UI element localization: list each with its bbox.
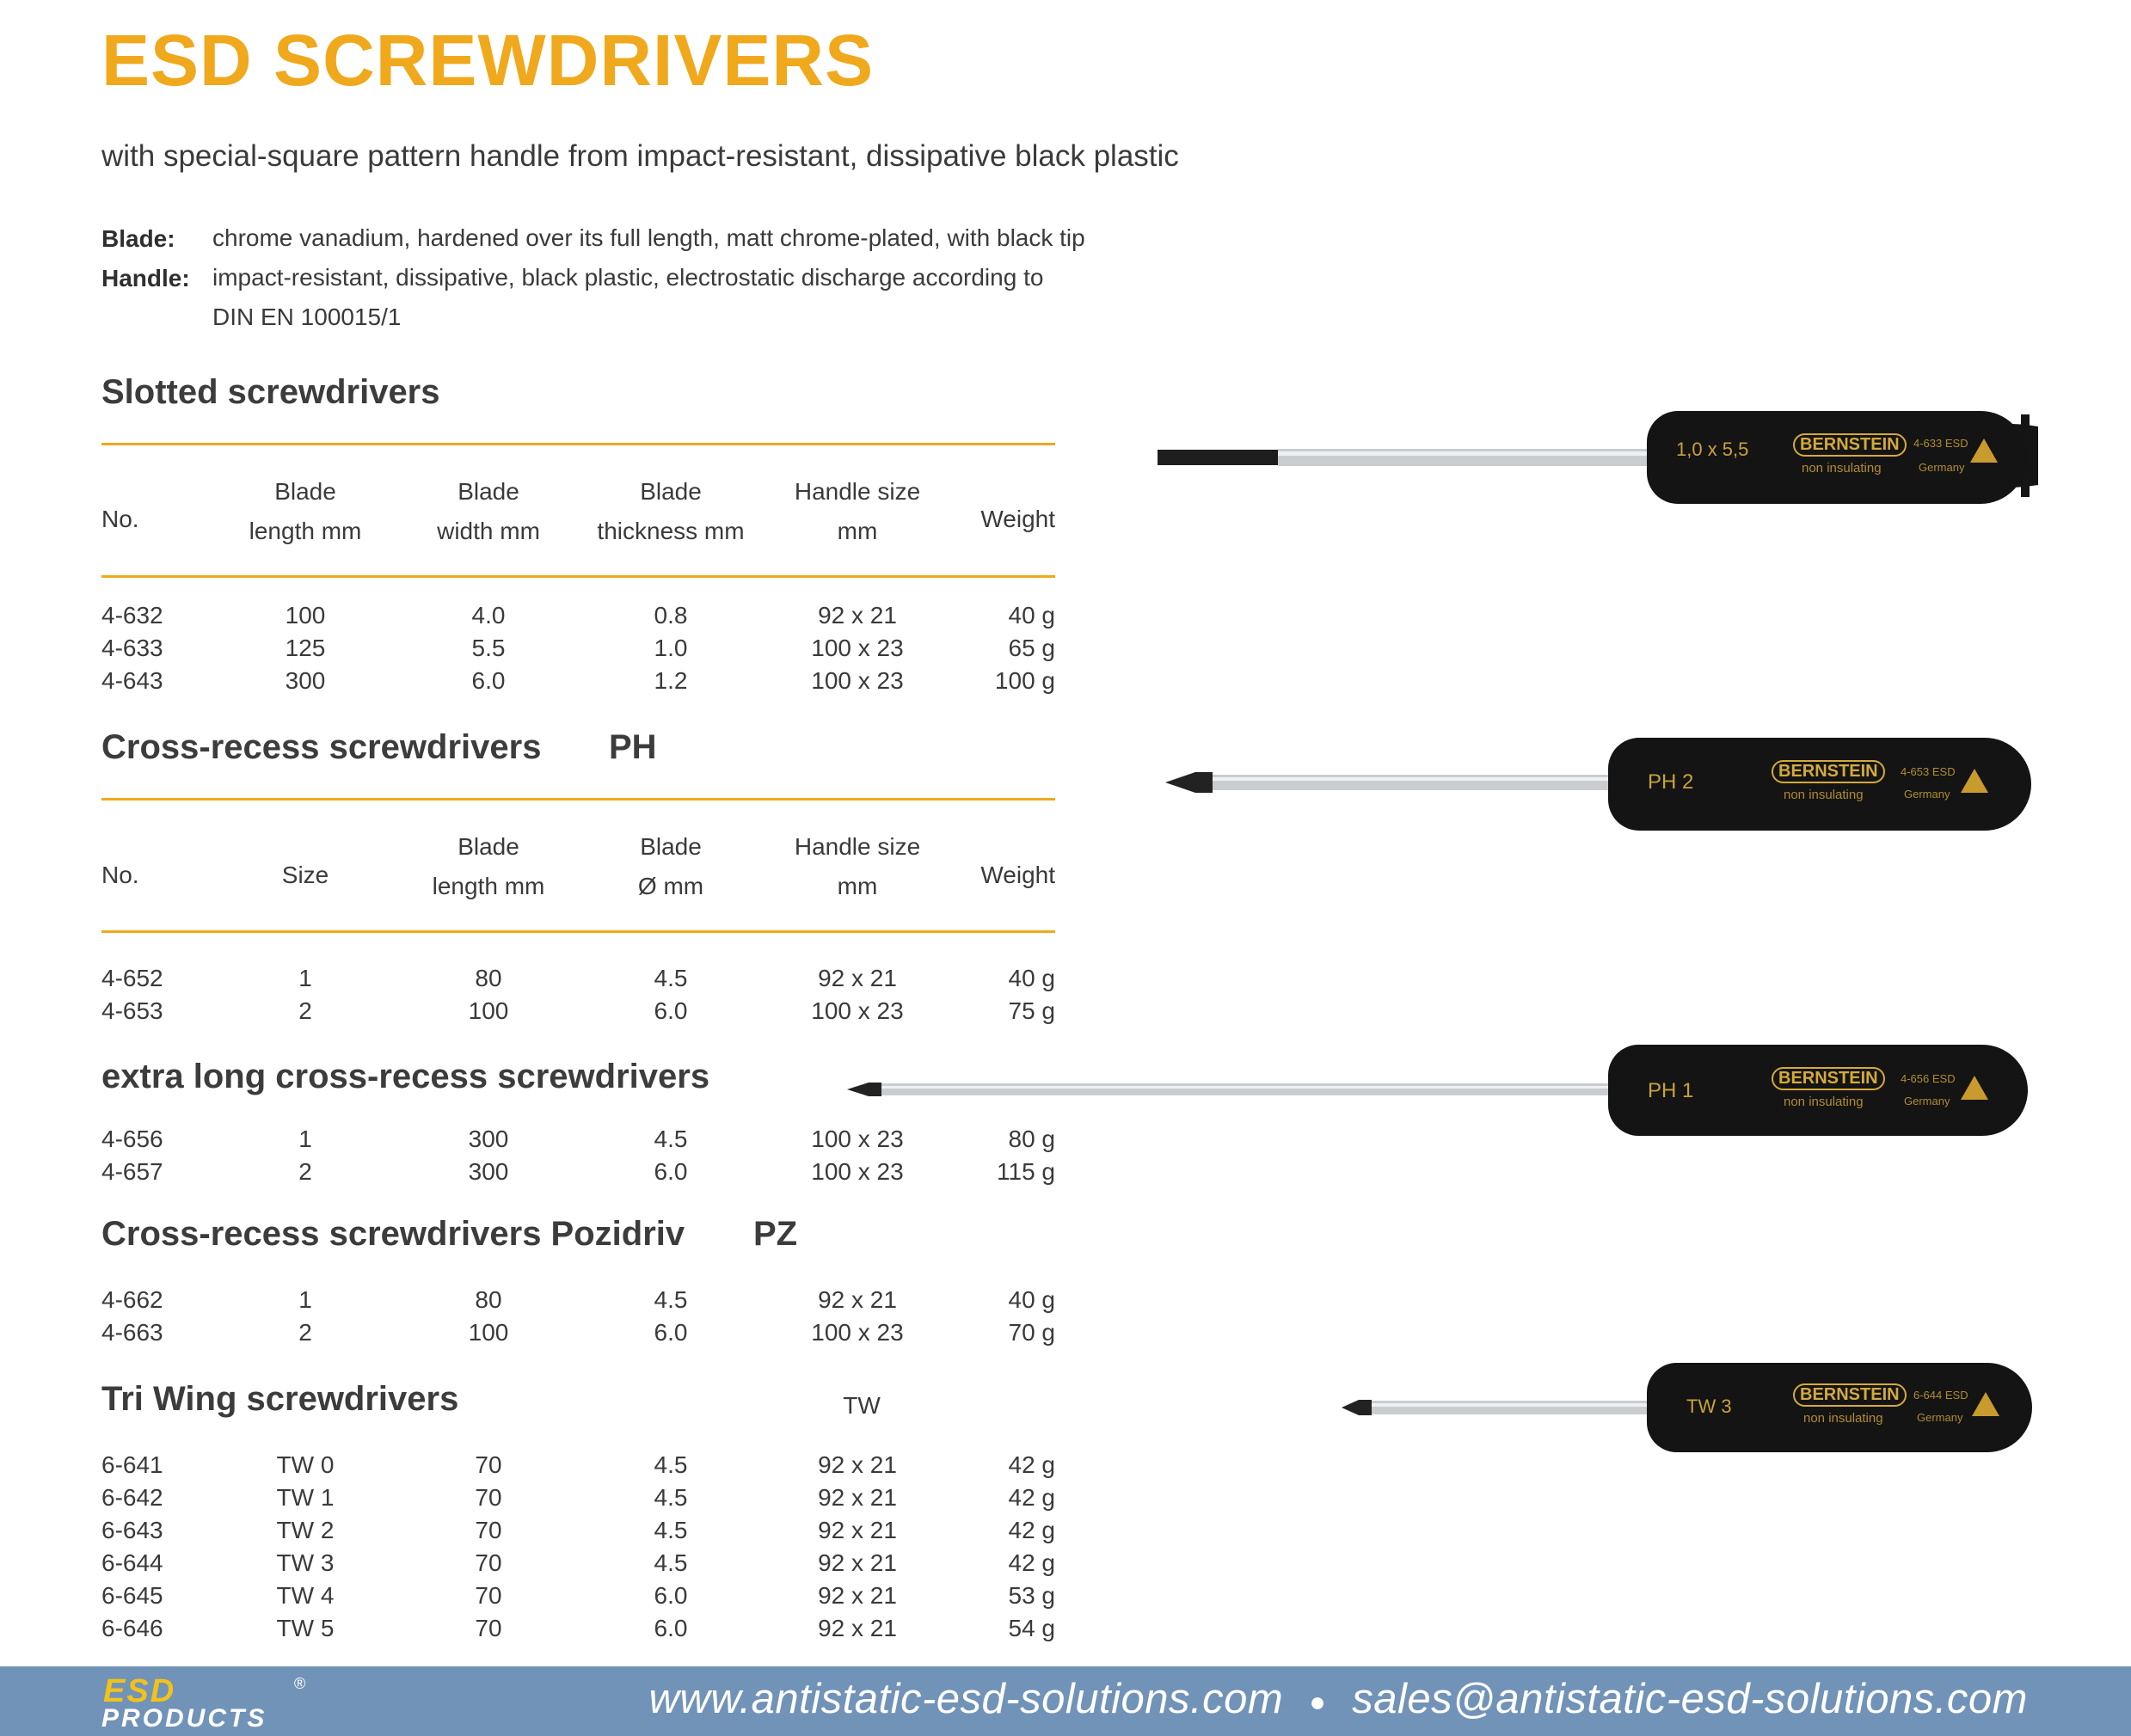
footer-separator: ●: [1309, 1685, 1327, 1717]
slotted-row-2-col-2: 5.5: [471, 635, 506, 661]
cross-ph-row-1-item-number: 4-652: [101, 965, 163, 991]
ph2-country: Germany: [1904, 788, 1950, 801]
extra-long-row-2-col-3: 6.0: [654, 1158, 688, 1185]
triwing-row-2-col-2: 70: [475, 1484, 502, 1511]
pozidriv-row-2-col-1: 2: [298, 1319, 312, 1346]
cross-ph-row-2-item-number: 4-653: [101, 997, 163, 1024]
esd-warning-icon: [1970, 439, 1998, 463]
triwing-tag: TW: [843, 1392, 881, 1419]
slotted-model: 4-633 ESD: [1913, 437, 1968, 450]
slotted-row-1-col-2: 4.0: [471, 602, 506, 629]
cross-ph-header-no: No.: [101, 862, 139, 888]
triwing-row-2-col-1: TW 1: [276, 1484, 335, 1511]
footer-contact: [649, 1675, 2028, 1723]
ph1-brand: BERNSTEIN: [1772, 1067, 1885, 1090]
triwing-row-1-weight: 42 g: [1008, 1451, 1055, 1478]
slotted-row-3-item-number: 4-643: [101, 667, 163, 694]
slotted-row-1-handle-size: 92 x 21: [818, 602, 897, 629]
slotted-row-2-handle-size: 100 x 23: [811, 635, 904, 661]
tw3-tip-label: TW 3: [1686, 1396, 1732, 1417]
cross-ph-heading: Cross-recess screwdrivers: [101, 728, 542, 766]
esd-warning-icon: [1972, 1392, 1999, 1416]
cross-ph-row-2-col-3: 6.0: [654, 997, 688, 1024]
ph1-screwdriver-blade: [843, 1068, 1617, 1111]
triwing-row-6-item-number: 6-646: [101, 1615, 163, 1641]
blade-text: chrome vanadium, hardened over its full length, matt chrome-plated, with black tip: [212, 224, 1085, 251]
logo-products: PRODUCTS: [101, 1704, 267, 1733]
pozidriv-row-1-col-1: 1: [298, 1286, 312, 1313]
triwing-row-6-weight: 54 g: [1008, 1615, 1055, 1641]
extra-long-heading: extra long cross-recess screwdrivers: [101, 1058, 710, 1095]
extra-long-row-2-item-number: 4-657: [101, 1158, 163, 1185]
cross-ph-row-1-handle-size: 92 x 21: [818, 965, 897, 991]
slotted-row-1-col-3: 0.8: [654, 602, 688, 629]
triwing-row-3-col-3: 4.5: [654, 1517, 688, 1543]
cross-ph-row-1-weight: 40 g: [1008, 965, 1055, 991]
slotted-row-3-handle-size: 100 x 23: [811, 667, 904, 694]
ph2-handle: [1608, 738, 2031, 831]
extra-long-row-1-handle-size: 100 x 23: [811, 1126, 904, 1152]
footer-email-link[interactable]: sales@antistatic-esd-solutions.com: [1352, 1676, 2028, 1722]
pozidriv-row-1-item-number: 4-662: [101, 1286, 163, 1313]
triwing-row-5-col-3: 6.0: [654, 1582, 688, 1609]
handle-label: Handle:: [101, 265, 190, 291]
blade-label: Blade:: [101, 225, 175, 252]
ph2-screwdriver-blade: [1161, 757, 1660, 808]
tw3-handle: [1647, 1363, 2032, 1452]
cross-ph-row-1-col-1: 1: [298, 965, 312, 991]
triwing-row-5-item-number: 6-645: [101, 1582, 163, 1609]
cross-ph-header-blade-length: Blade length mm: [432, 833, 545, 899]
tw3-brand-sub: non insulating: [1803, 1411, 1883, 1426]
ph1-brand-sub: non insulating: [1784, 1095, 1864, 1109]
extra-long-row-2-weight: 115 g: [997, 1158, 1055, 1185]
triwing-row-4-weight: 42 g: [1008, 1549, 1055, 1576]
esd-warning-icon: [1961, 769, 1988, 793]
pozidriv-row-1-col-2: 80: [475, 1286, 502, 1313]
triwing-row-2-col-3: 4.5: [654, 1484, 688, 1511]
triwing-row-3-item-number: 6-643: [101, 1517, 163, 1543]
slotted-row-3-weight: 100 g: [994, 667, 1055, 694]
slotted-row-2-item-number: 4-633: [101, 635, 163, 661]
slotted-row-1-weight: 40 g: [1008, 602, 1055, 629]
pozidriv-row-2-col-2: 100: [468, 1319, 509, 1346]
extra-long-row-1-weight: 80 g: [1008, 1126, 1055, 1152]
slotted-brand: BERNSTEIN: [1793, 433, 1907, 457]
cross-ph-top-rule: [101, 798, 1055, 801]
slotted-header-handle-size: Handle size mm: [794, 478, 921, 544]
extra-long-row-2-col-1: 2: [298, 1158, 312, 1185]
page-title: ESD SCREWDRIVERS: [101, 20, 875, 101]
slotted-bottom-rule: [101, 575, 1055, 578]
cross-ph-header-weight: Weight: [980, 862, 1055, 888]
triwing-row-5-weight: 53 g: [1008, 1582, 1055, 1609]
slotted-row-3-col-1: 300: [285, 667, 326, 694]
pozidriv-row-1-weight: 40 g: [1008, 1286, 1055, 1313]
triwing-row-2-handle-size: 92 x 21: [818, 1484, 897, 1511]
pozidriv-heading: Cross-recess screwdrivers Pozidriv: [101, 1215, 685, 1253]
slotted-row-3-col-3: 1.2: [654, 667, 688, 694]
ph1-model: 4-656 ESD: [1901, 1072, 1956, 1085]
footer-bar: [0, 1666, 2131, 1736]
slotted-header-blade-length: Blade length mm: [249, 478, 362, 544]
triwing-row-2-item-number: 6-642: [101, 1484, 163, 1511]
triwing-row-1-item-number: 6-641: [101, 1451, 163, 1478]
triwing-row-1-handle-size: 92 x 21: [818, 1451, 897, 1478]
slotted-handle: [1647, 411, 2027, 504]
extra-long-row-2-handle-size: 100 x 23: [811, 1158, 904, 1185]
extra-long-row-1-col-3: 4.5: [654, 1126, 688, 1152]
triwing-row-6-col-2: 70: [475, 1615, 502, 1641]
triwing-row-4-col-1: TW 3: [276, 1549, 335, 1576]
pozidriv-row-1-col-3: 4.5: [654, 1286, 688, 1313]
pozidriv-row-2-handle-size: 100 x 23: [811, 1319, 904, 1346]
triwing-row-6-handle-size: 92 x 21: [818, 1615, 897, 1641]
handle-text-1: impact-resistant, dissipative, black plastic, electrostatic discharge according to: [212, 264, 1044, 291]
logo-esd: ESD: [103, 1673, 176, 1709]
slotted-header-no: No.: [101, 506, 139, 532]
cross-ph-header-handle-size: Handle size mm: [794, 833, 921, 899]
pozidriv-row-1-handle-size: 92 x 21: [818, 1286, 897, 1313]
triwing-row-3-weight: 42 g: [1008, 1517, 1055, 1543]
cross-ph-row-2-handle-size: 100 x 23: [811, 997, 904, 1024]
slotted-row-1-col-1: 100: [285, 602, 326, 629]
slotted-row-2-col-1: 125: [285, 635, 326, 661]
pozidriv-tag: PZ: [753, 1215, 798, 1253]
triwing-row-4-handle-size: 92 x 21: [818, 1549, 897, 1576]
extra-long-row-1-col-1: 1: [298, 1126, 312, 1152]
triwing-row-5-handle-size: 92 x 21: [818, 1582, 897, 1609]
triwing-row-5-col-2: 70: [475, 1582, 502, 1609]
triwing-row-3-col-2: 70: [475, 1517, 502, 1543]
ph2-tip-label: PH 2: [1648, 770, 1694, 794]
pozidriv-row-2-item-number: 4-663: [101, 1319, 163, 1346]
triwing-row-4-col-3: 4.5: [654, 1549, 688, 1576]
ph1-country: Germany: [1904, 1095, 1950, 1107]
triwing-heading: Tri Wing screwdrivers: [101, 1380, 459, 1418]
triwing-row-1-col-3: 4.5: [654, 1451, 688, 1478]
slotted-header-weight: Weight: [980, 506, 1055, 532]
slotted-tip-label: 1,0 x 5,5: [1676, 439, 1749, 460]
logo-registered-mark: ®: [294, 1675, 306, 1692]
slotted-row-2-col-3: 1.0: [654, 635, 688, 661]
cross-ph-row-2-col-1: 2: [298, 997, 312, 1024]
triwing-row-6-col-1: TW 5: [276, 1615, 335, 1641]
cross-ph-row-1-col-2: 80: [475, 965, 502, 991]
footer-website-link[interactable]: www.antistatic-esd-solutions.com: [648, 1676, 1284, 1722]
tw3-screwdriver-blade: [1337, 1386, 1664, 1429]
slotted-header-blade-thickness: Blade thickness mm: [597, 478, 745, 544]
slotted-brand-sub: non insulating: [1802, 461, 1882, 475]
extra-long-row-2-col-2: 300: [468, 1158, 509, 1185]
page-subtitle: with special-square pattern handle from impact-resistant, dissipative black plastic: [101, 139, 1179, 173]
pozidriv-row-2-col-3: 6.0: [654, 1319, 688, 1346]
cross-ph-row-2-col-2: 100: [468, 997, 509, 1024]
tw3-country: Germany: [1917, 1411, 1963, 1424]
ph1-tip-label: PH 1: [1648, 1079, 1694, 1102]
slotted-top-rule: [101, 443, 1055, 445]
cross-ph-row-2-weight: 75 g: [1008, 997, 1055, 1024]
triwing-row-6-col-3: 6.0: [654, 1615, 688, 1641]
handle-text-2: DIN EN 100015/1: [212, 304, 402, 330]
ph2-brand-sub: non insulating: [1784, 788, 1864, 802]
slotted-row-2-weight: 65 g: [1008, 635, 1055, 661]
triwing-row-1-col-2: 70: [475, 1451, 502, 1478]
tw3-brand: BERNSTEIN: [1793, 1383, 1907, 1407]
cross-ph-bottom-rule: [101, 930, 1055, 933]
triwing-row-4-col-2: 70: [475, 1549, 502, 1576]
triwing-row-1-col-1: TW 0: [276, 1451, 335, 1478]
triwing-row-4-item-number: 6-644: [101, 1549, 163, 1576]
ph2-model: 4-653 ESD: [1901, 765, 1956, 778]
esd-warning-icon: [1961, 1076, 1988, 1100]
extra-long-row-1-item-number: 4-656: [101, 1126, 163, 1152]
cross-ph-header-size: Size: [281, 862, 329, 888]
slotted-row-1-item-number: 4-632: [101, 602, 163, 629]
triwing-row-2-weight: 42 g: [1008, 1484, 1055, 1511]
extra-long-row-1-col-2: 300: [468, 1126, 509, 1152]
cross-ph-row-1-col-3: 4.5: [654, 965, 688, 991]
cross-ph-header-blade-diameter: Blade Ø mm: [637, 833, 704, 899]
slotted-heading: Slotted screwdrivers: [101, 373, 440, 411]
slotted-row-3-col-2: 6.0: [471, 667, 506, 694]
triwing-row-5-col-1: TW 4: [276, 1582, 335, 1609]
ph1-handle: [1608, 1045, 2028, 1136]
triwing-row-3-col-1: TW 2: [276, 1517, 335, 1543]
slotted-header-blade-width: Blade width mm: [437, 478, 540, 544]
pozidriv-row-2-weight: 70 g: [1008, 1319, 1055, 1346]
triwing-row-3-handle-size: 92 x 21: [818, 1517, 897, 1543]
cross-ph-tag: PH: [609, 728, 657, 766]
ph2-brand: BERNSTEIN: [1772, 760, 1885, 783]
slotted-country: Germany: [1919, 461, 1965, 474]
tw3-model: 6-644 ESD: [1913, 1389, 1968, 1402]
